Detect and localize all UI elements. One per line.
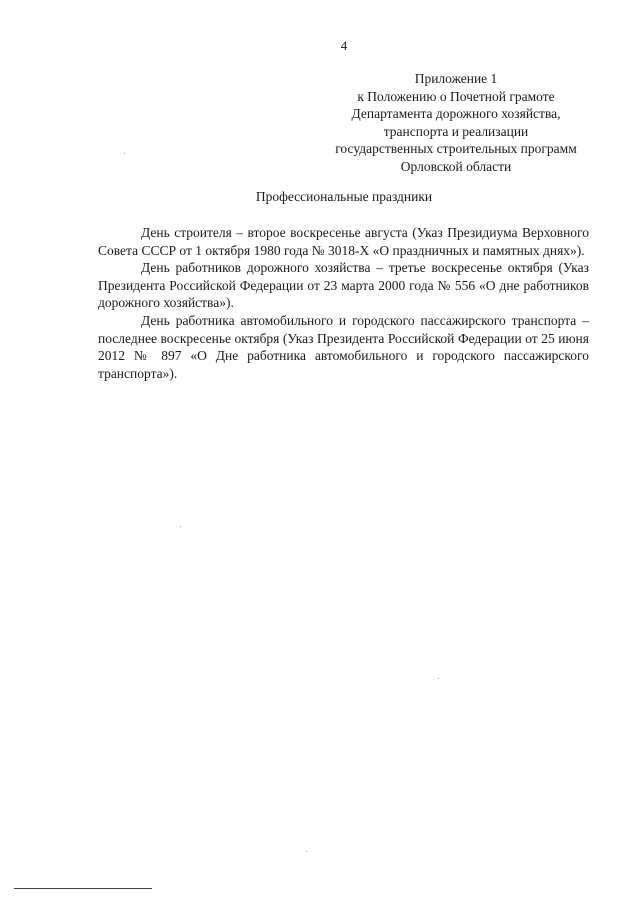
- scan-speck: [438, 678, 439, 679]
- section-title: Профессиональные праздники: [255, 189, 433, 204]
- holiday-paragraph: День работника автомобильного и городского пассажирского транспорта – последнее воскресенье октября (Указ Президента Российской Федерации от 25 июня 2012 № 897 «О Дне работника автомобильного и городского пассажирского транспорта»).: [98, 312, 589, 381]
- appendix-line: Приложение 1: [414, 71, 498, 86]
- holiday-paragraph: День работников дорожного хозяйства – третье воскресенье октября (Указ Президента Российской Федерации от 23 марта 2000 года № 556 «О дне работников дорожного хозяйства»).: [98, 260, 589, 311]
- scan-speck: [306, 851, 307, 852]
- holiday-paragraph: День строителя – второе воскресенье августа (Указ Президиума Верховного Совета СССР от 1 октября 1980 года № 3018-X «О праздничных и памятных днях»).: [98, 225, 589, 258]
- appendix-line: государственных строительных программ: [335, 141, 577, 157]
- scan-speck: [124, 153, 125, 154]
- appendix-line: к Положению о Почетной грамоте: [357, 88, 555, 104]
- footer-rule: [14, 888, 152, 889]
- page-number: 4: [340, 38, 348, 53]
- appendix-line: Департамента дорожного хозяйства,: [351, 106, 561, 122]
- scan-speck: [180, 526, 181, 527]
- appendix-header: [320, 70, 592, 176]
- document-body: [98, 224, 589, 382]
- appendix-line: Орловской области: [400, 158, 512, 174]
- appendix-line: транспорта и реализации: [383, 123, 529, 139]
